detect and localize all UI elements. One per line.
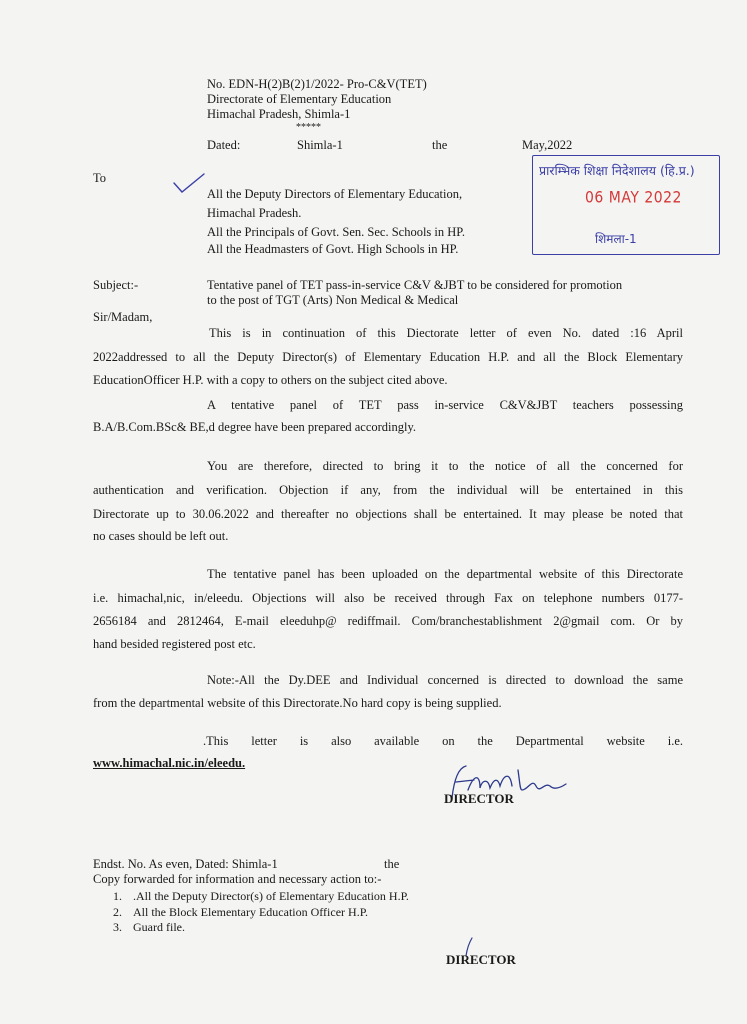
copy-item-text: Guard file. (133, 920, 185, 934)
paragraph-line: B.A/B.Com.BSc& BE,d degree have been prepared accordingly. (93, 420, 417, 434)
paragraph-line: authentication and verification. Objection if any, from the individual will be entertained in this (93, 483, 683, 497)
stamp-place: शिमला-1 (595, 232, 637, 246)
paragraph-line: from the departmental website of this Directorate.No hard copy is being supplied. (93, 696, 502, 710)
director-designation: DIRECTOR (444, 791, 514, 806)
copy-item-text: .All the Deputy Director(s) of Elementary Education H.P. (133, 889, 409, 903)
paragraph-line: This is in continuation of this Diectorate letter of even No. dated :16 April (209, 326, 683, 340)
reference-number: No. EDN-H(2)B(2)1/2022- Pro-C&V(TET) (207, 77, 427, 91)
paragraph-line: .This letter is also available on the Departmental website i.e. (203, 734, 683, 748)
endorsement-line: Endst. No. As even, Dated: Shimla-1 (93, 857, 278, 871)
paragraph-line: no cases should be left out. (93, 529, 229, 543)
office-name: Directorate of Elementary Education (207, 92, 392, 106)
receipt-stamp (532, 155, 720, 255)
salutation: Sir/Madam, (93, 310, 153, 324)
stamp-date: 06 MAY 2022 (585, 188, 682, 208)
paragraph-line: The tentative panel has been uploaded on the departmental website of this Directorate (207, 567, 683, 581)
paragraph-line: A tentative panel of TET pass in-service C&V&JBT teachers possessing (207, 398, 683, 412)
copy-item-text: All the Block Elementary Education Officer H.P. (133, 905, 369, 919)
checkmark-icon (172, 172, 206, 194)
dated-label: Dated: (207, 138, 241, 152)
stamp-office: प्रारम्भिक शिक्षा निदेशालय (हि.प्र.) (539, 163, 695, 178)
paragraph-line: You are therefore, directed to bring it to the notice of all the concerned for (207, 459, 683, 473)
paragraph-line: Note:-All the Dy.DEE and Individual concerned is directed to download the same (207, 673, 683, 687)
paragraph-line: hand besided registered post etc. (93, 637, 256, 651)
to-label: To (93, 171, 107, 185)
copy-item-number: 2. (113, 905, 122, 919)
paragraph-line: i.e. himachal,nic, in/eleedu. Objections will also be received through Fax on telephone numbers 0177- (93, 591, 683, 605)
recipient-line: All the Deputy Directors of Elementary Education, (207, 187, 463, 201)
copy-forwarded-line: Copy forwarded for information and necessary action to:- (93, 872, 382, 886)
office-location: Himachal Pradesh, Shimla-1 (207, 107, 351, 121)
director-designation-footer: DIRECTOR (446, 952, 516, 967)
website-link[interactable]: www.himachal.nic.in/eleedu. (93, 756, 246, 770)
subject-line: to the post of TGT (Arts) Non Medical & Medical (207, 293, 459, 307)
dated-place: Shimla-1 (297, 138, 343, 152)
recipient-line: All the Principals of Govt. Sen. Sec. Schools in HP. (207, 225, 465, 239)
subject-line: Tentative panel of TET pass-in-service C&V &JBT to be considered for promotion (207, 278, 623, 292)
paragraph-line: 2656184 and 2812464, E-mail eleeduhp@ rediffmail. Com/branchestablishment 2@gmail com. Or by (93, 614, 683, 628)
subject-label: Subject:- (93, 278, 139, 292)
dated-month: May,2022 (522, 138, 573, 152)
paragraph-line: Directorate up to 30.06.2022 and thereafter no objections shall be entertained. It may please be noted that (93, 507, 683, 521)
recipient-line: Himachal Pradesh. (207, 206, 302, 220)
dated-the: the (432, 138, 448, 152)
paragraph-line: EducationOfficer H.P. with a copy to others on the subject cited above. (93, 373, 448, 387)
copy-item-number: 3. (113, 920, 122, 934)
separator: ***** (296, 122, 321, 133)
recipient-line: All the Headmasters of Govt. High Schools in HP. (207, 242, 459, 256)
endorsement-the: the (384, 857, 400, 871)
copy-item-number: 1. (113, 889, 122, 903)
paragraph-line: 2022addressed to all the Deputy Director(s) of Elementary Education H.P. and all the Block Elementary (93, 350, 683, 364)
